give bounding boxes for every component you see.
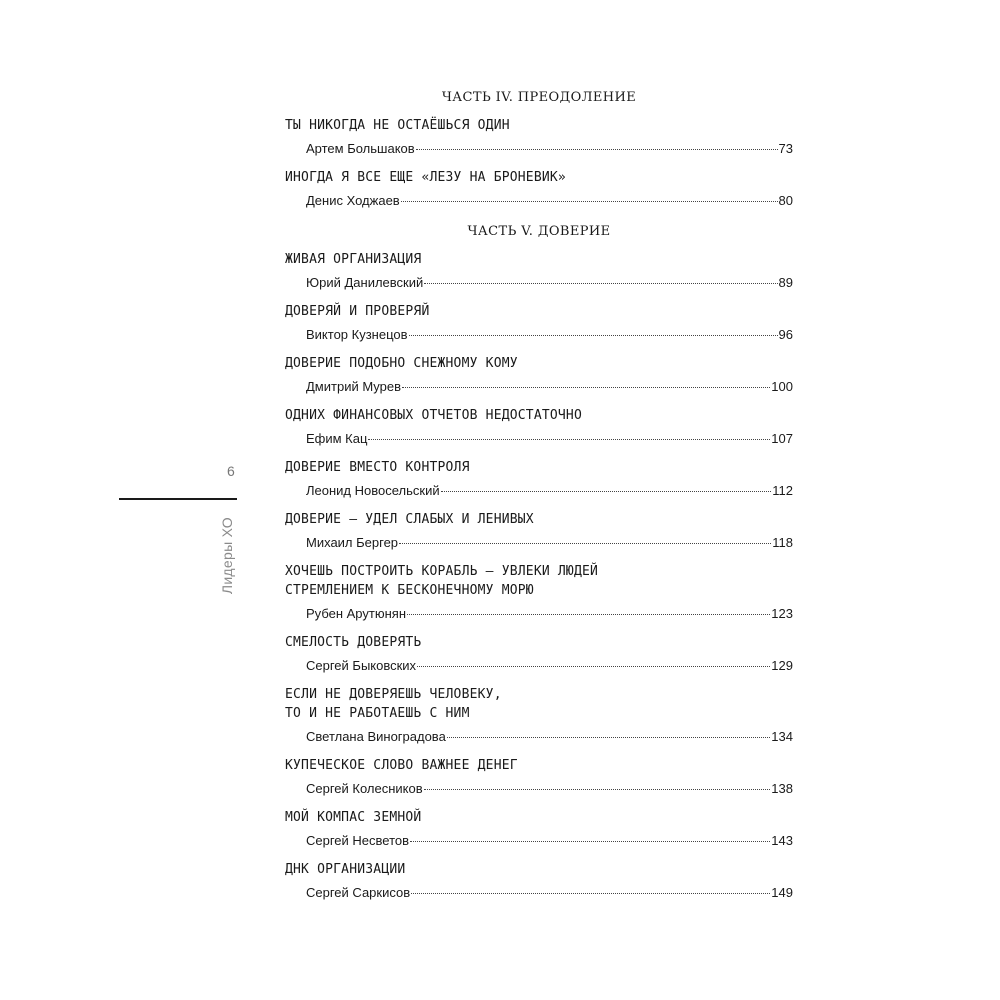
dot-leader: [368, 439, 770, 440]
entry-author: Сергей Несветов: [306, 833, 410, 848]
toc-entry: [285, 510, 793, 552]
entry-page-number: 73: [778, 141, 793, 156]
toc-entry: [285, 808, 793, 850]
entry-title: СМЕЛОСТЬ ДОВЕРЯТЬ: [285, 635, 422, 650]
dot-leader: [416, 149, 778, 150]
toc-entry: [285, 860, 793, 902]
entry-page-number: 134: [771, 729, 793, 744]
entry-author: Юрий Данилевский: [306, 275, 424, 290]
entry-title: ДНК ОРГАНИЗАЦИИ: [285, 862, 406, 877]
entry-author: Артем Большаков: [306, 141, 415, 156]
entry-author: Ефим Кац: [306, 431, 368, 446]
entry-title: ДОВЕРЯЙ И ПРОВЕРЯЙ: [285, 304, 430, 319]
entry-title: ЕСЛИ НЕ ДОВЕРЯЕШЬ ЧЕЛОВЕКУ, ТО И НЕ РАБОТАЕШЬ С НИМ: [285, 687, 502, 721]
entry-author: Михаил Бергер: [306, 535, 399, 550]
entry-author-line: [285, 832, 793, 850]
toc-entry: [285, 302, 793, 344]
entry-title: ТЫ НИКОГДА НЕ ОСТАЁШЬСЯ ОДИН: [285, 118, 510, 133]
running-head: Лидеры ХО: [219, 517, 235, 595]
entry-author: Дмитрий Мурев: [306, 379, 402, 394]
entry-author-line: [285, 780, 793, 798]
toc-entry: [285, 116, 793, 158]
entry-author-line: [285, 482, 793, 500]
entry-title: ИНОГДА Я ВСЕ ЕЩЕ «ЛЕЗУ НА БРОНЕВИК»: [285, 170, 566, 185]
dot-leader: [411, 893, 770, 894]
entry-author: Виктор Кузнецов: [306, 327, 408, 342]
entry-author-line: [285, 430, 793, 448]
dot-leader: [417, 666, 770, 667]
entry-page-number: 118: [772, 535, 793, 550]
toc-entry: [285, 562, 793, 623]
dot-leader: [407, 614, 770, 615]
entry-author-line: [285, 884, 793, 902]
entry-title: МОЙ КОМПАС ЗЕМНОЙ: [285, 810, 422, 825]
entry-author: Сергей Колесников: [306, 781, 423, 796]
entry-page-number: 123: [771, 606, 793, 621]
toc-entry: [285, 354, 793, 396]
dot-leader: [424, 789, 771, 790]
toc-entry: [285, 168, 793, 210]
entry-author: Леонид Новосельский: [306, 483, 440, 498]
entry-author-line: [285, 605, 793, 623]
dot-leader: [402, 387, 770, 388]
entry-page-number: 89: [778, 275, 793, 290]
entry-title: ЖИВАЯ ОРГАНИЗАЦИЯ: [285, 252, 422, 267]
entry-author-line: [285, 140, 793, 158]
part-heading: ЧАСТЬ IV. ПРЕОДОЛЕНИЕ: [441, 90, 637, 105]
entry-page-number: 149: [771, 885, 793, 900]
side-rule: [119, 498, 237, 500]
entry-page-number: 100: [771, 379, 793, 394]
entry-author: Рубен Арутюнян: [306, 606, 406, 621]
entry-author-line: [285, 728, 793, 746]
entry-page-number: 143: [771, 833, 793, 848]
entry-page-number: 80: [778, 193, 793, 208]
entry-author-line: [285, 326, 793, 344]
entry-author-line: [285, 274, 793, 292]
dot-leader: [401, 201, 778, 202]
toc-part: [285, 222, 793, 902]
entry-title: ДОВЕРИЕ — УДЕЛ СЛАБЫХ И ЛЕНИВЫХ: [285, 512, 534, 527]
dot-leader: [410, 841, 770, 842]
entry-title: ДОВЕРИЕ ВМЕСТО КОНТРОЛЯ: [285, 460, 470, 475]
toc-entry: [285, 458, 793, 500]
toc-part: [285, 88, 793, 210]
entry-author: Денис Ходжаев: [306, 193, 400, 208]
page-number: 6: [227, 463, 235, 479]
entry-page-number: 107: [771, 431, 793, 446]
dot-leader: [447, 737, 770, 738]
entry-title: ДОВЕРИЕ ПОДОБНО СНЕЖНОМУ КОМУ: [285, 356, 518, 371]
entry-author: Сергей Быковских: [306, 658, 417, 673]
entry-author: Светлана Виноградова: [306, 729, 446, 744]
toc-entry: [285, 250, 793, 292]
entry-author-line: [285, 534, 793, 552]
part-heading: ЧАСТЬ V. ДОВЕРИЕ: [467, 224, 611, 239]
dot-leader: [441, 491, 772, 492]
entry-title: КУПЕЧЕСКОЕ СЛОВО ВАЖНЕЕ ДЕНЕГ: [285, 758, 518, 773]
entry-page-number: 129: [771, 658, 793, 673]
dot-leader: [409, 335, 778, 336]
toc-entry: [285, 633, 793, 675]
entry-page-number: 96: [778, 327, 793, 342]
toc-entry: [285, 685, 793, 746]
entry-author-line: [285, 192, 793, 210]
entry-page-number: 112: [772, 483, 793, 498]
entry-author: Сергей Саркисов: [306, 885, 411, 900]
dot-leader: [424, 283, 777, 284]
entry-page-number: 138: [771, 781, 793, 796]
entry-author-line: [285, 657, 793, 675]
entry-title: ОДНИХ ФИНАНСОВЫХ ОТЧЕТОВ НЕДОСТАТОЧНО: [285, 408, 582, 423]
entry-title: ХОЧЕШЬ ПОСТРОИТЬ КОРАБЛЬ — УВЛЕКИ ЛЮДЕЙ СТРЕМЛЕНИЕМ К БЕСКОНЕЧНОМУ МОРЮ: [285, 564, 599, 598]
dot-leader: [399, 543, 771, 544]
table-of-contents: [285, 88, 793, 914]
toc-entry: [285, 406, 793, 448]
entry-author-line: [285, 378, 793, 396]
toc-entry: [285, 756, 793, 798]
